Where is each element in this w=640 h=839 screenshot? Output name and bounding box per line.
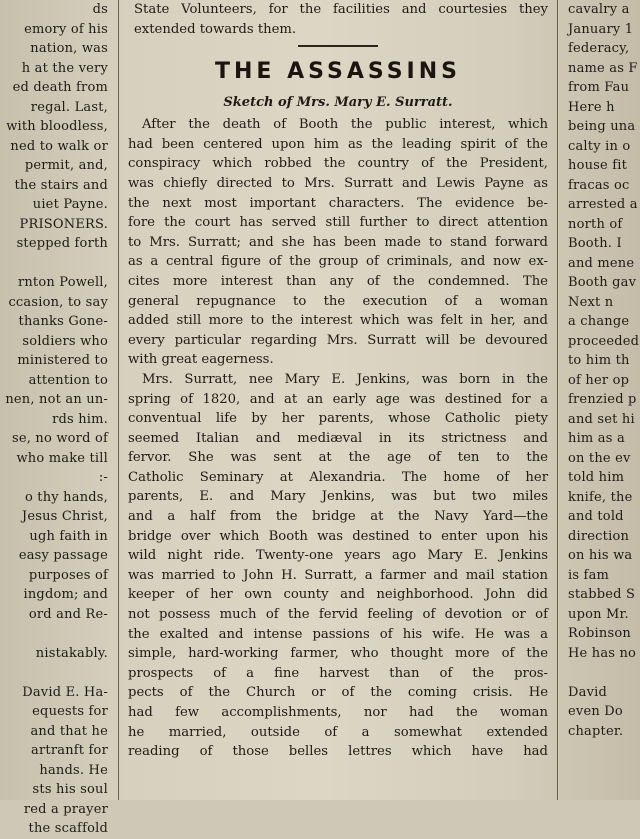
text-line: David E. Ha-: [22, 684, 108, 700]
text-line: on his wa: [568, 548, 633, 563]
text-line: David: [568, 684, 607, 700]
article-subheadline: Sketch of Mrs. Mary E. Surratt.: [223, 95, 453, 111]
text-line: January 1: [568, 21, 634, 37]
text-line: ed death from: [12, 80, 108, 95]
text-line: fore the court has served still further to direct attention: [128, 215, 548, 231]
text-line: of her op: [568, 372, 630, 388]
text-line: being una: [568, 119, 636, 134]
text-line: and mene: [568, 255, 635, 271]
text-line: conspiracy which robbed the country of the President,: [128, 156, 548, 172]
text-line: calty in o: [568, 138, 631, 154]
text-line: and told: [568, 509, 624, 524]
text-line: equests for: [32, 704, 108, 719]
text-line: name as F: [568, 60, 638, 76]
text-line: After the death of Booth the public interest, which: [142, 117, 548, 133]
text-line: had been centered upon him as the leading spirit of the: [128, 136, 548, 152]
text-line: had few accomplishments, nor had the woman: [128, 705, 548, 720]
text-line: [0, 663, 114, 683]
text-line: rds him.: [52, 411, 108, 427]
text-line: ned to walk or: [10, 138, 108, 154]
text-line: ministered to: [17, 353, 108, 368]
text-line: Next n: [568, 294, 614, 310]
main-column: [124, 0, 552, 800]
text-line: Mrs. Surratt, nee Mary E. Jenkins, was born in the: [142, 371, 548, 387]
text-line: proceeded: [568, 333, 640, 349]
text-line: and that he: [30, 723, 108, 739]
text-line: him as a: [568, 431, 625, 446]
column-rule-left: [118, 0, 119, 800]
text-line: and a half from the bridge at the Navy Yard—the: [128, 509, 548, 525]
text-line: [564, 663, 640, 683]
text-line: knife, the: [568, 489, 633, 505]
text-line: artranft for: [31, 743, 108, 758]
text-line: house fit: [568, 158, 628, 173]
text-line: ds: [92, 2, 108, 17]
text-line: fervor. She was sent at the age of ten to the: [128, 450, 548, 466]
text-line: the scaffold: [28, 821, 108, 836]
text-line: emory of his: [24, 21, 108, 37]
text-line: Here h: [568, 99, 615, 115]
text-line: Booth. I: [568, 236, 622, 251]
text-line: reading of those belles lettres which have had: [128, 744, 548, 760]
text-line: uiet Payne.: [32, 197, 108, 212]
column-rule-right: [557, 0, 558, 800]
text-line: chapter.: [568, 723, 624, 739]
text-line: is fam: [568, 567, 610, 583]
text-line: seemed Italian and mediæval in its strictness and: [128, 430, 548, 446]
left-column: [0, 0, 114, 836]
text-line: stepped forth: [16, 236, 108, 251]
text-line: :-: [98, 470, 108, 485]
text-line: even Do: [568, 704, 623, 719]
text-line: on the ev: [568, 450, 631, 466]
text-line: frenzied p: [568, 392, 637, 407]
text-line: direction: [568, 528, 630, 544]
text-line: attention to: [28, 372, 108, 388]
text-line: pects of the Church or of the coming crisis. He: [128, 685, 548, 701]
text-line: told him: [568, 470, 625, 485]
text-line: spring of 1820, and at an early age was destined for a: [128, 391, 548, 407]
text-line: north of: [568, 216, 623, 232]
article-divider: [298, 45, 378, 47]
text-line: soldiers who: [22, 333, 108, 349]
text-line: arrested a: [568, 197, 638, 212]
text-line: nation, was: [30, 41, 108, 56]
text-line: from Fau: [568, 80, 630, 95]
text-line: to Mrs. Surratt; and she has been made to stand forward: [128, 234, 548, 250]
text-line: bridge over which Booth was destined to enter upon his: [128, 528, 548, 544]
text-line: permit, and,: [24, 158, 108, 173]
text-line: keeper of her own county and neighborhood. John did: [128, 587, 548, 603]
text-line: h at the very: [21, 60, 108, 76]
text-line: the exalted and intense passions of his wife. He was a: [128, 626, 548, 642]
text-line: red a prayer: [23, 801, 108, 817]
text-line: prospects of a fine harvest than of the pros-: [128, 665, 548, 681]
text-line: general repugnance to the execution of a woman: [128, 293, 548, 309]
text-line: thanks Gone-: [18, 314, 108, 329]
text-line: [0, 624, 114, 644]
text-line: not possess much of the fervid feeling of devotion or of: [128, 607, 548, 623]
text-line: [0, 254, 114, 274]
text-line: ugh faith in: [29, 528, 108, 544]
text-line: PRISONERS.: [19, 216, 108, 232]
text-line: rnton Powell,: [17, 275, 108, 290]
text-line: conventual life by her parents, whose Catholic piety: [128, 411, 548, 427]
text-line: He has no: [568, 645, 637, 661]
text-line: was chiefly directed to Mrs. Surratt and Lewis Payne as: [128, 175, 548, 191]
text-line: Jesus Christ,: [21, 509, 108, 524]
text-line: sts his soul: [32, 782, 108, 797]
text-line: upon Mr.: [568, 606, 629, 622]
paragraph-2: [124, 370, 552, 762]
text-line: stabbed S: [568, 587, 636, 602]
text-line: se, no word of: [11, 431, 108, 446]
text-line: as a central figure of the group of criminals, and now ex-: [128, 254, 548, 270]
text-line: cites more interest than any of the condemned. The: [128, 273, 548, 289]
text-line: cavalry a: [568, 2, 630, 17]
text-line: wild night ride. Twenty-one years ago Mary E. Jenkins: [128, 548, 548, 564]
text-line: parents, E. and Mary Jenkins, was but two miles: [128, 489, 548, 505]
text-line: ingdom; and: [23, 587, 108, 602]
text-line: o thy hands,: [24, 489, 108, 505]
text-line: Catholic Seminary at Alexandria. The home of her: [128, 469, 548, 485]
text-line: was married to John H. Surratt, a farmer and mail station: [128, 567, 548, 583]
text-line: purposes of: [28, 567, 108, 583]
preceding-line-2: extended towards them.: [134, 21, 297, 37]
preceding-article-tail: [124, 0, 552, 39]
text-line: ord and Re-: [28, 606, 108, 622]
text-line: added still more to the interest which was felt in her, and: [128, 313, 548, 329]
text-line: he married, outside of a somewhat extended: [128, 724, 548, 740]
text-line: a change: [568, 314, 630, 329]
text-line: and set hi: [568, 411, 635, 427]
text-line: Robinson: [568, 626, 631, 641]
text-line: with bloodless,: [6, 119, 108, 134]
text-line: the stairs and: [14, 177, 108, 193]
text-line: every particular regarding Mrs. Surratt will be devoured: [128, 332, 548, 348]
text-line: Booth gav: [568, 275, 637, 290]
text-line: nen, not an un-: [5, 392, 108, 407]
paragraph-1: [124, 115, 552, 370]
text-line: regal. Last,: [30, 99, 108, 115]
text-line: with great eagerness.: [128, 352, 274, 368]
text-line: nistakably.: [35, 645, 108, 661]
text-line: easy passage: [18, 548, 108, 563]
text-line: federacy,: [568, 41, 630, 56]
right-column: [564, 0, 640, 800]
text-line: to him th: [568, 353, 630, 368]
text-line: the next most important characters. The evidence be-: [128, 195, 548, 211]
text-line: hands. He: [39, 762, 108, 778]
text-line: ccasion, to say: [8, 294, 108, 310]
text-line: who make till: [16, 450, 108, 466]
text-line: fracas oc: [568, 177, 630, 193]
text-line: simple, hard-working farmer, who thought more of the: [128, 646, 548, 662]
preceding-line-1: State Volunteers, for the facilities and courtesies they: [134, 2, 548, 17]
article-headline: THE ASSASSINS: [214, 59, 461, 85]
